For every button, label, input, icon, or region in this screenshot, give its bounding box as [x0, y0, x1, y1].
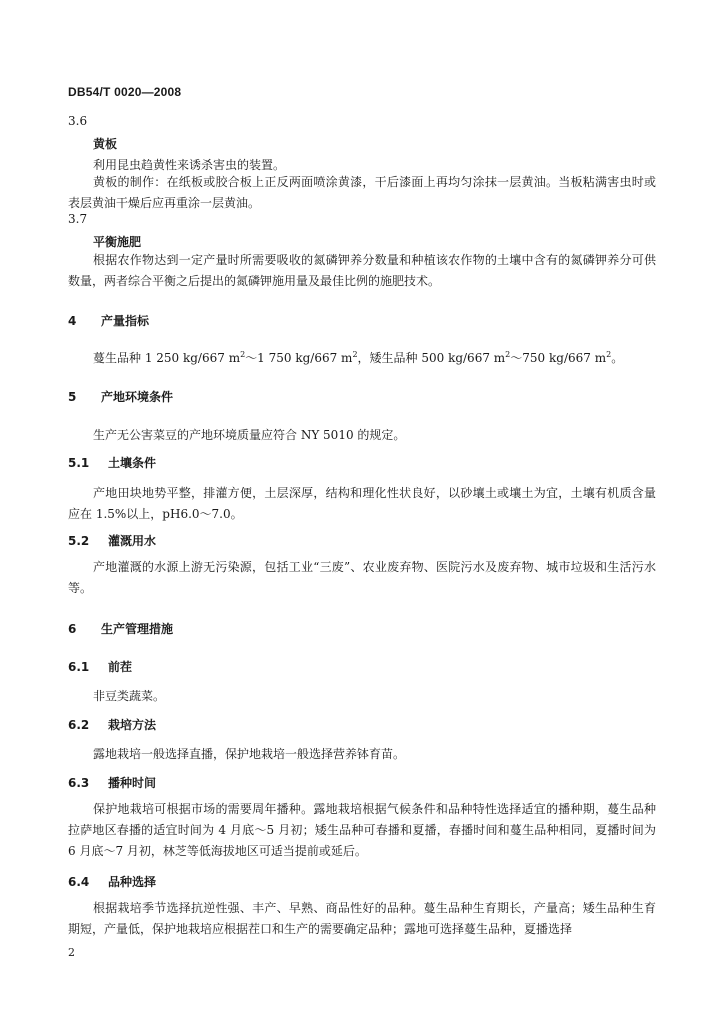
- section-title: 产量指标: [101, 314, 150, 328]
- subsection-title: 灌溉用水: [108, 534, 157, 548]
- section-number: 6: [68, 622, 77, 636]
- subsection-number: 6.1: [68, 660, 90, 674]
- page-number: 2: [68, 946, 75, 959]
- section-heading: [68, 388, 173, 405]
- subsection-title: 栽培方法: [108, 718, 157, 732]
- subsection-title: 土壤条件: [108, 456, 157, 470]
- paragraph: 非豆类蔬菜。: [93, 689, 166, 703]
- subsection-number: 6.4: [68, 875, 90, 889]
- superscript: 2: [606, 350, 612, 359]
- subsection-heading: [68, 716, 156, 733]
- section-number: 5: [68, 390, 77, 404]
- subsection-title: 播种时间: [108, 776, 157, 790]
- subsection-heading: [68, 454, 156, 471]
- term-definition: 根据农作物达到一定产量时所需要吸收的氮磷钾养分数量和种植该农作物的土壤中含有的氮磷钾养分可供数量，两者综合平衡之后提出的氮磷钾施用量及最佳比例的施肥技术。: [68, 253, 656, 288]
- paragraph: 生产无公害菜豆的产地环境质量应符合 NY 5010 的规定。: [93, 428, 406, 442]
- paragraph: 保护地栽培可根据市场的需要周年播种。露地栽培根据气候条件和品种特性选择适宜的播种期，蔓生品种拉萨地区春播的适宜时间为 4 月底～5 月初；矮生品种可春播和夏播，春播时间和蔓生品种相同，夏播时间为 6 月底～7 月初，林芝等低海拔地区可适当提前或延后。: [68, 802, 656, 858]
- paragraph: [93, 349, 623, 366]
- term-title: 黄板: [93, 137, 118, 151]
- subsection-heading: [68, 774, 156, 791]
- superscript: 2: [240, 350, 246, 359]
- paragraph: 露地栽培一般选择直播，保护地栽培一般选择营养钵育苗。: [93, 747, 406, 761]
- text-run: 蔓生品种 1 250 kg/667 m: [93, 351, 241, 365]
- subsection-heading: [68, 658, 132, 675]
- subsection-title: 品种选择: [108, 875, 157, 889]
- document-header: DB54/T 0020—2008: [68, 85, 182, 99]
- subsection-number: 6.2: [68, 718, 90, 732]
- superscript: 2: [505, 350, 511, 359]
- section-heading: [68, 312, 149, 329]
- subsection-number: 5.1: [68, 456, 90, 470]
- section-number: 4: [68, 314, 77, 328]
- text-run: ～750 kg/667 m: [510, 351, 607, 365]
- section-heading: [68, 620, 173, 637]
- paragraph: 根据栽培季节选择抗逆性强、丰产、早熟、商品性好的品种。蔓生品种生育期长，产量高；矮生品种生育期短，产量低，保护地栽培应根据茬口和生产的需要确定品种；露地可选择蔓生品种，夏播选择: [68, 901, 656, 936]
- superscript: 2: [352, 350, 358, 359]
- term-title: 平衡施肥: [93, 235, 142, 249]
- paragraph: 产地灌溉的水源上游无污染源，包括工业“三废”、农业废弃物、医院污水及废弃物、城市垃圾和生活污水等。: [68, 560, 656, 595]
- section-title: 产地环境条件: [101, 390, 174, 404]
- subsection-heading: [68, 873, 156, 890]
- clause-number: 3.7: [68, 212, 88, 226]
- text-run: 。: [611, 351, 624, 365]
- subsection-heading: [68, 532, 156, 549]
- term-note: 黄板的制作：在纸板或胶合板上正反两面喷涂黄漆，干后漆面上再均匀涂抹一层黄油。当板粘满害虫时或表层黄油干燥后应再重涂一层黄油。: [68, 175, 656, 210]
- term-definition: 利用昆虫趋黄性来诱杀害虫的装置。: [93, 158, 286, 172]
- subsection-title: 前茬: [108, 660, 133, 674]
- clause-number: 3.6: [68, 114, 88, 128]
- text-run: ，矮生品种 500 kg/667 m: [357, 351, 506, 365]
- subsection-number: 6.3: [68, 776, 90, 790]
- subsection-number: 5.2: [68, 534, 90, 548]
- text-run: ～1 750 kg/667 m: [245, 351, 353, 365]
- section-title: 生产管理措施: [101, 622, 174, 636]
- paragraph: 产地田块地势平整，排灌方便，土层深厚，结构和理化性状良好，以砂壤土或壤土为宜，土壤有机质含量应在 1.5%以上，pH6.0～7.0。: [68, 486, 656, 521]
